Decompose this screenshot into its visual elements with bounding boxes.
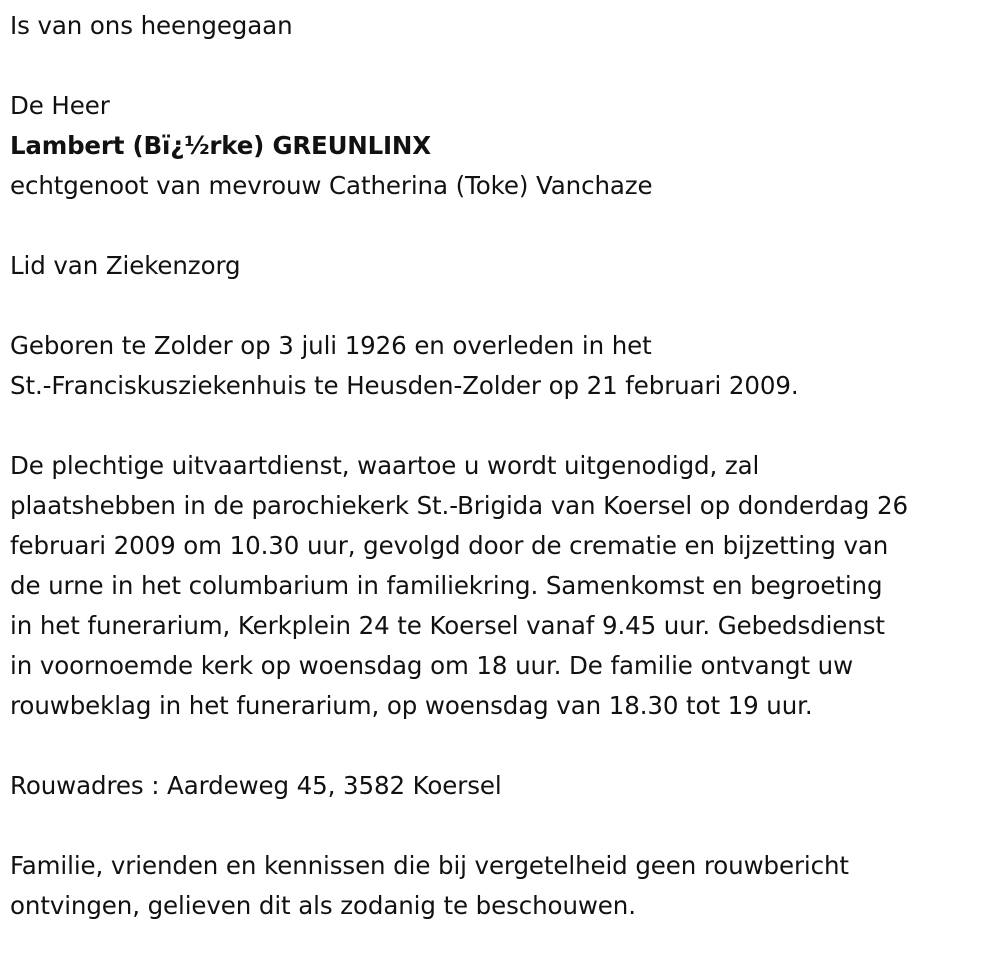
honorific: De Heer: [10, 91, 110, 120]
spacer: [10, 726, 995, 766]
funeral-line: rouwbeklag in het funerarium, op woensdag van 18.30 tot 19 uur.: [10, 691, 813, 720]
mourning-address: Rouwadres : Aardeweg 45, 3582 Koersel: [10, 771, 502, 800]
funeral-line: in voornoemde kerk op woensdag om 18 uur. De familie ontvangt uw: [10, 651, 854, 680]
spacer: [10, 406, 995, 446]
funeral-line: in het funerarium, Kerkplein 24 te Koersel vanaf 9.45 uur. Gebedsdienst: [10, 611, 885, 640]
closing-line: ontvingen, gelieven dit als zodanig te beschouwen.: [10, 891, 636, 920]
spacer: [10, 806, 995, 846]
spouse-text: echtgenoot van mevrouw Catherina (Toke) Vanchaze: [10, 171, 653, 200]
funeral-line: plaatshebben in de parochiekerk St.-Brigida van Koersel op donderdag 26: [10, 491, 908, 520]
birth-death-line: St.-Franciskusziekenhuis te Heusden-Zolder op 21 februari 2009.: [10, 371, 799, 400]
spacer: [10, 46, 995, 86]
membership-text: Lid van Ziekenzorg: [10, 251, 241, 280]
funeral-line: De plechtige uitvaartdienst, waartoe u wordt uitgenodigd, zal: [10, 451, 760, 480]
death-notice: [10, 6, 995, 926]
spacer: [10, 206, 995, 246]
funeral-line: de urne in het columbarium in familiekring. Samenkomst en begroeting: [10, 571, 883, 600]
closing-line: Familie, vrienden en kennissen die bij vergetelheid geen rouwbericht: [10, 851, 849, 880]
intro-text: Is van ons heengegaan: [10, 11, 293, 40]
deceased-name: Lambert (Bï¿½rke) GREUNLINX: [10, 131, 431, 160]
funeral-line: februari 2009 om 10.30 uur, gevolgd door de crematie en bijzetting van: [10, 531, 889, 560]
birth-death-line: Geboren te Zolder op 3 juli 1926 en overleden in het: [10, 331, 652, 360]
spacer: [10, 286, 995, 326]
